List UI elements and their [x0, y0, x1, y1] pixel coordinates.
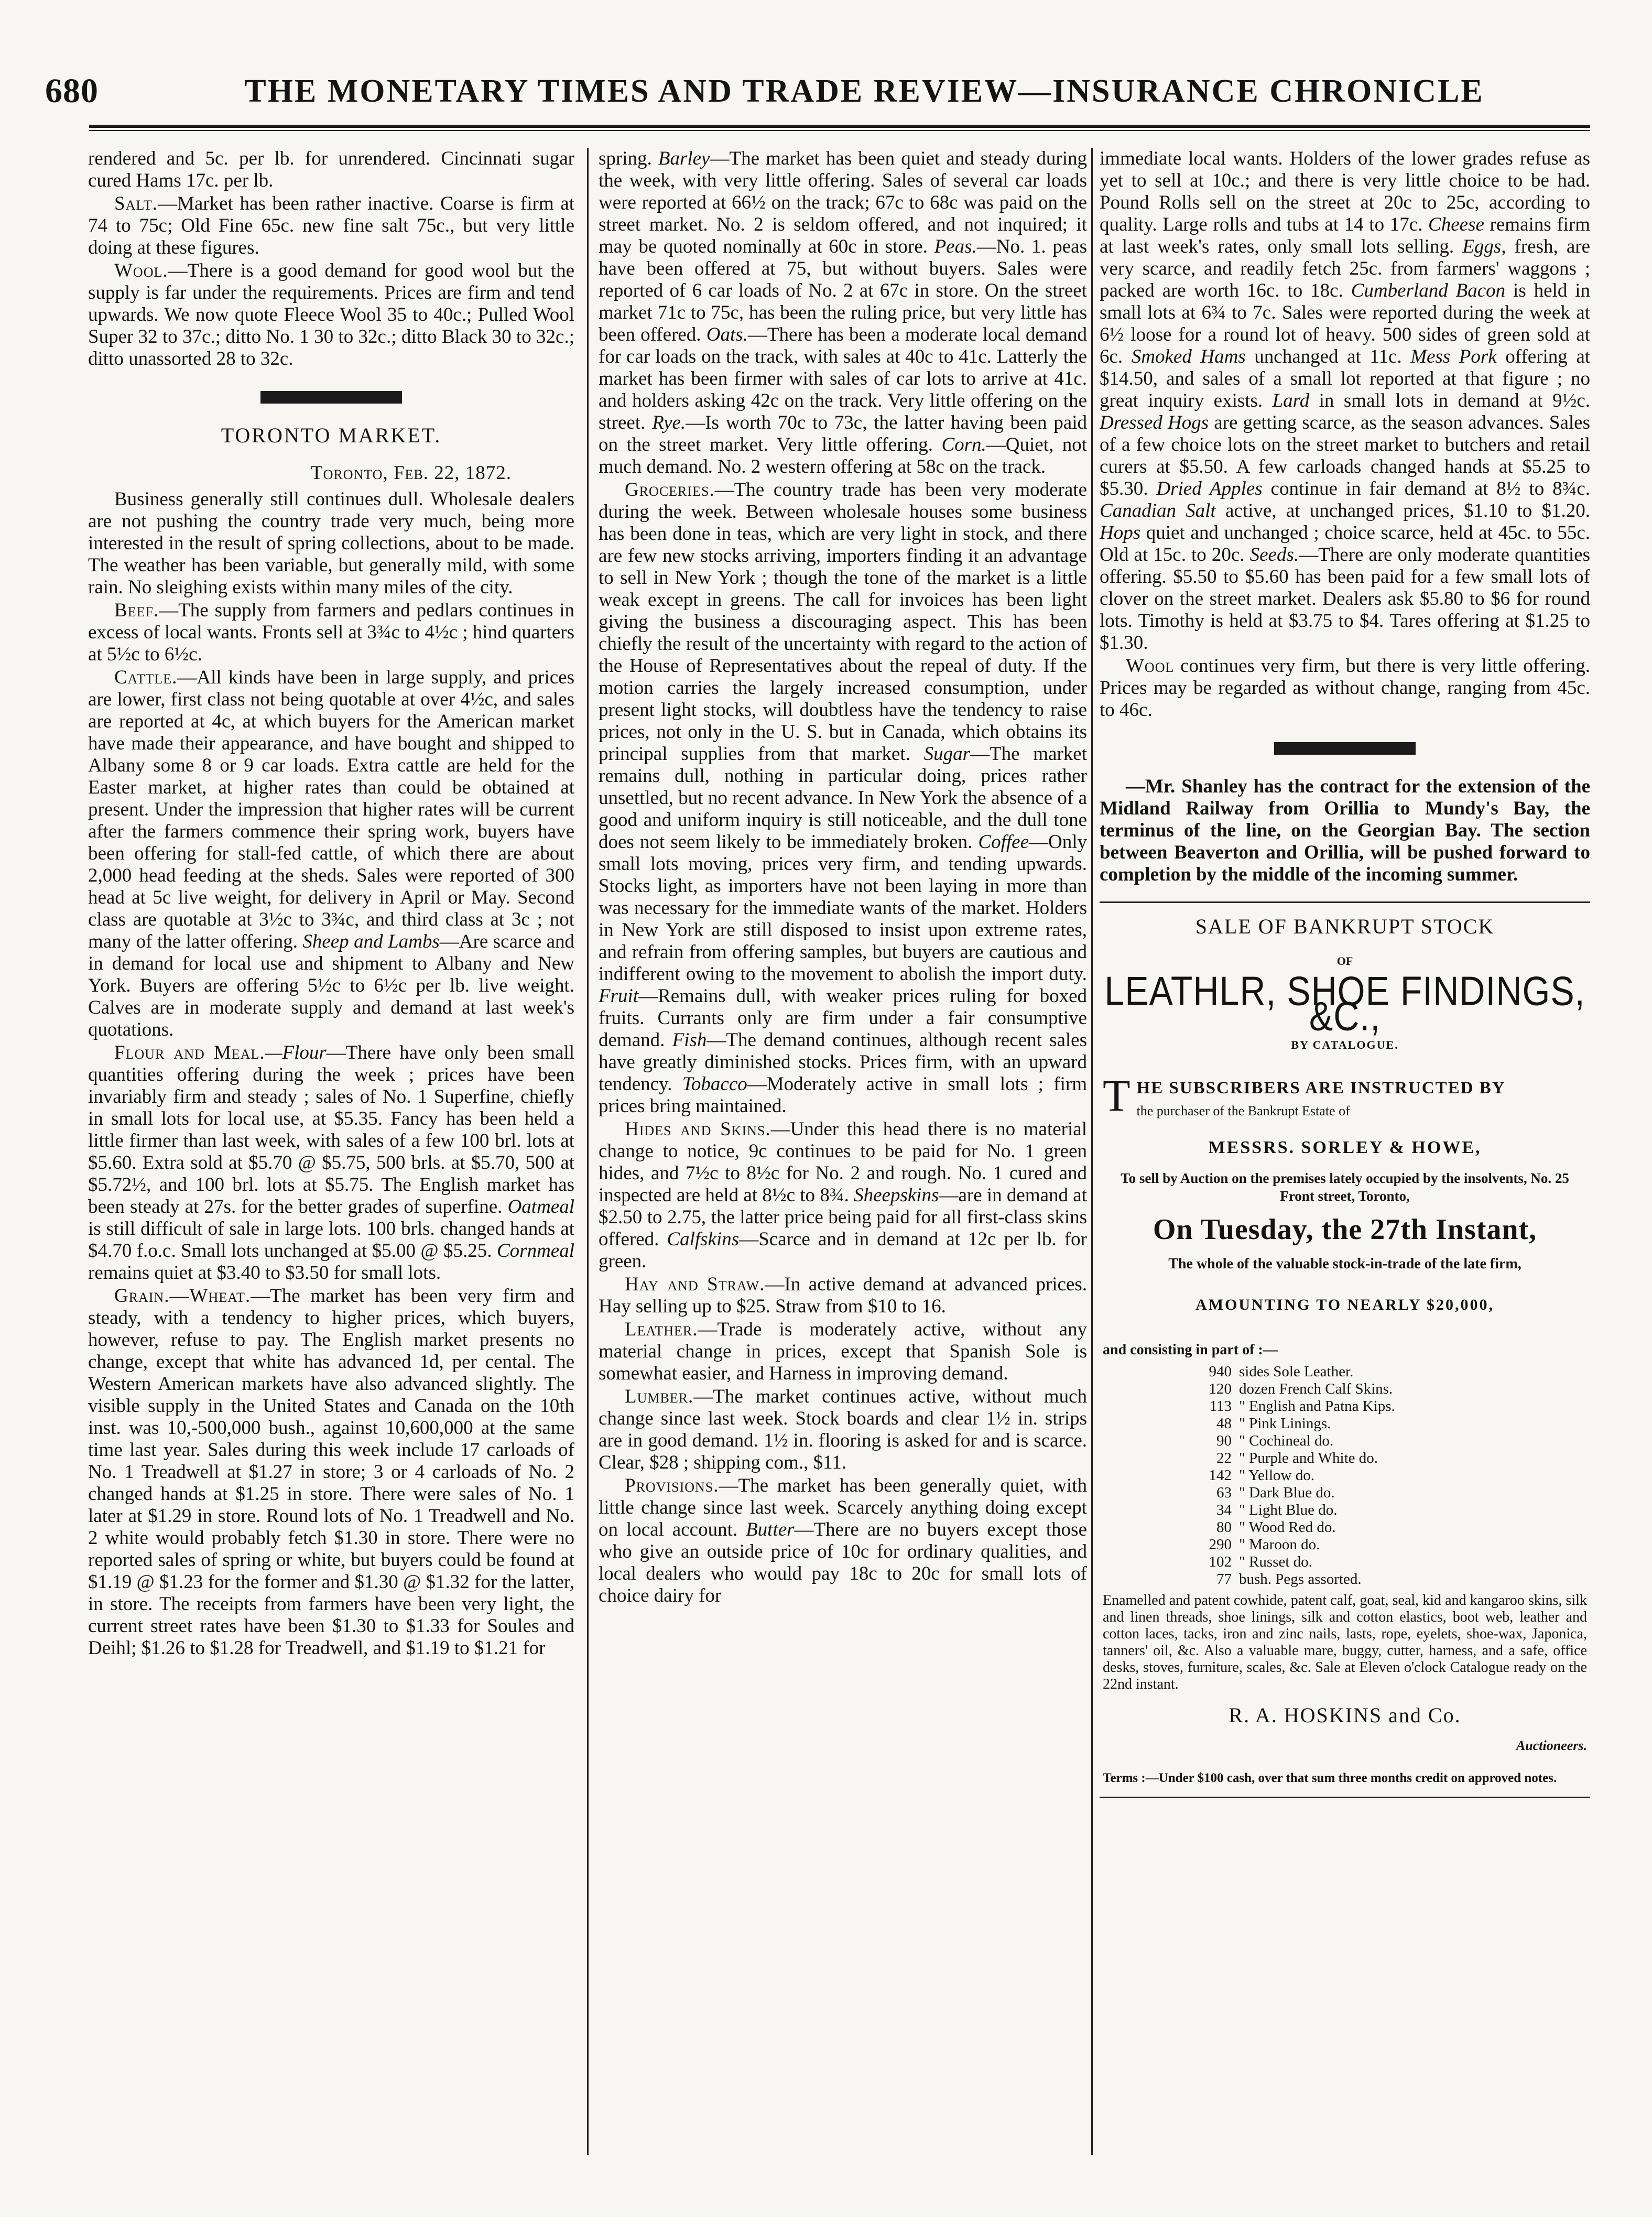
leather-heading: Leather.	[625, 1319, 698, 1340]
ad-item-description: " Yellow do.	[1239, 1467, 1314, 1484]
column-rule-1	[587, 148, 589, 2155]
hides-heading: Hides and Skins.	[625, 1118, 771, 1140]
provisions-text: —The market has been generally quiet, with little change since last week. Scarcely anything doing except on local account.	[599, 1475, 1087, 1540]
pork-heading: Mess Pork	[1410, 346, 1497, 367]
rye-heading: Rye.	[652, 412, 686, 433]
ad-leather-heading: LEATHLR, SHOE FINDINGS, &C.,	[1104, 968, 1585, 1039]
ad-messrs: MESSRS. SORLEY & HOWE,	[1208, 1138, 1482, 1157]
seeds-heading: Seeds.	[1249, 544, 1299, 566]
cheese-heading: Cheese	[1428, 214, 1484, 235]
ad-item-quantity: 120	[1209, 1381, 1232, 1397]
wool-heading: Wool.	[114, 260, 168, 281]
ad-list-item	[1181, 1381, 1587, 1398]
ad-item-quantity: 48	[1216, 1415, 1232, 1432]
ad-auction-details: To sell by Auction on the premises lately occupied by the insolvents, No. 25 Front street, Toronto,	[1121, 1170, 1569, 1204]
ad-list-item	[1181, 1415, 1587, 1432]
ad-list-item	[1181, 1519, 1587, 1536]
paragraph-lumber	[599, 1386, 1087, 1474]
hogs-text: are getting scarce, as the season advances. Sales of a few choice lots on the street market to butchers and retail curers at $5.50. A few carloads changed hands at $5.25 to $5.30.	[1100, 412, 1590, 499]
ad-item-quantity: 90	[1216, 1432, 1232, 1449]
oatmeal-text: is still difficult of sale in large lots. 100 brls. changed hands at $4.70 f.o.c. Small lots unchanged at $5.00 @ $5.25.	[88, 1218, 574, 1262]
wool-toronto-text: continues very firm, but there is very little offering. Prices may be regarded as without change, ranging from 45c. to 46c.	[1100, 655, 1590, 721]
lumber-text: —The market continues active, without much change since last week. Stock boards and clear 1½ in. strips are in good demand. 1½ in. flooring is asked for and is scarce. Clear, $28 ; shipping com., $11.	[599, 1386, 1087, 1473]
railway-notice: —Mr. Shanley has the contract for the extension of the Midland Railway from Orillia to Mundy's Bay, the terminus of the line, on the Georgian Bay. The section between Beaverton and Orillia, will be pushed forward to completion by the middle of the incoming summer.	[1100, 776, 1590, 885]
fruit-text: —Remains dull, with weaker prices ruling for boxed fruits. Currants only are firm under a fair consumptive demand.	[599, 985, 1087, 1051]
butter-text: —There are no buyers except those who give an outside price of 10c for ordinary qualities, and local dealers who would pay 18c to 20c for small lots of choice dairy for	[599, 1519, 1087, 1606]
coffee-heading: Coffee	[978, 831, 1029, 853]
ad-item-list	[1181, 1363, 1587, 1588]
ad-subscribers	[1103, 1070, 1587, 1122]
ad-item-quantity: 22	[1216, 1450, 1232, 1466]
ad-auctioneers-label: Auctioneers.	[1516, 1738, 1587, 1753]
ad-list-item	[1181, 1571, 1587, 1588]
ad-list-item	[1181, 1467, 1587, 1484]
calfskins-heading: Calfskins	[667, 1229, 740, 1250]
eggs-heading: Eggs,	[1462, 236, 1506, 257]
wool-toronto-heading: Wool	[1126, 655, 1175, 677]
ad-item-quantity: 290	[1209, 1536, 1232, 1553]
header-rule-thin	[89, 130, 1590, 131]
paragraph-leather	[599, 1319, 1087, 1385]
ad-of: OF	[1336, 954, 1353, 968]
ad-misc-items: Enamelled and patent cowhide, patent calf, goat, seal, kid and kangaroo skins, silk and linen threads, shoe linings, silk and cotton elastics, boot web, leather and cotton laces, tacks, iron and zinc nails, lasts, rope, eyelets, shoe-wax, Japonica, tanners' oil, &c. Also a valuable mare, buggy, cutter, harness, and a safe, office desks, stoves, furniture, scales, &c. Sale at Eleven o'clock Catalogue ready on the 22nd instant.	[1103, 1592, 1587, 1692]
page-number: 680	[45, 72, 99, 110]
corn-text: —Quiet, not much demand. No. 2 western offering at 58c on the track.	[599, 434, 1087, 477]
cattle-heading: Cattle.	[114, 667, 178, 688]
oats-text: —There has been a moderate local demand for car loads on the track, with sales at 40c to 41c. Latterly the market has been firmer with sales of car lots to arrive at 41c. and holders asking 42c on the track. Very little offering on the street.	[599, 324, 1087, 433]
section-divider-2	[1274, 742, 1416, 755]
seeds-text: —There are only moderate quantities offering. $5.50 to $5.60 has been paid for a few small lots of clover on the street market. Dealers ask $5.80 to $6 for round lots. Timothy is held at $3.75 to $4. Tares offering at $1.25 to $1.30.	[1100, 544, 1590, 654]
paragraph-grain	[88, 1285, 574, 1659]
hops-heading: Hops	[1100, 522, 1141, 544]
paragraph-produce	[1100, 148, 1590, 654]
ad-item-description: sides Sole Leather.	[1239, 1363, 1354, 1380]
ad-item-quantity: 34	[1216, 1502, 1232, 1518]
flour-text: —There have only been small quantities offering during the week ; prices have been invariably firm and steady ; sales of No. 1 Superfine, chiefly in small lots for local use, at $5.35. Fancy has been held a little firmer than last week, with sales of a few 100 brl. lots at $5.60. Extra sold at $5.70 @ $5.75, 500 brls. at $5.70, 500 at $5.72½, and 100 brl. lots at $5.75. The English market has been steady at 27s. for the better grades of superfine.	[88, 1042, 574, 1218]
salt-text: —Market has been rather inactive. Coarse is firm at 74 to 75c; Old Fine 65c. new fine salt 75c., but very little doing at these figures.	[88, 193, 574, 258]
wool-text: —There is a good demand for good wool but the supply is far under the requirements. Prices are firm and tend upwards. We now quote Fleece Wool 35 to 40c.; Pulled Wool Super 32 to 37c.; ditto No. 1 30 to 32c.; ditto Black 30 to 32c.; ditto unassorted 28 to 32c.	[88, 260, 574, 370]
ad-item-quantity: 80	[1216, 1519, 1232, 1536]
ad-list-item	[1181, 1432, 1587, 1450]
column-2	[599, 148, 1087, 2160]
paragraph-barley	[599, 148, 1087, 478]
ad-amount: AMOUNTING TO NEARLY $20,000,	[1195, 1296, 1494, 1313]
sugar-heading: Sugar	[923, 743, 971, 765]
apples-text: continue in fair demand at 8½ to 8¾c.	[1262, 478, 1590, 499]
ad-item-description: " Dark Blue do.	[1239, 1484, 1335, 1501]
ad-item-quantity: 63	[1216, 1484, 1232, 1501]
ad-by-catalogue: BY CATALOGUE.	[1291, 1038, 1399, 1051]
ad-item-description: " Wood Red do.	[1239, 1519, 1336, 1536]
column-3	[1100, 148, 1590, 2160]
peas-heading: Peas.	[934, 236, 977, 257]
ad-item-description: " Russet do.	[1239, 1553, 1312, 1570]
paragraph-intro: rendered and 5c. per lb. for unrendered. Cincinnati sugar cured Hams 17c. per lb.	[88, 148, 574, 191]
masthead-title: THE MONETARY TIMES AND TRADE REVIEW—INSURANCE CHRONICLE	[244, 73, 1484, 109]
advertisement-bankrupt-sale	[1100, 901, 1590, 1798]
paragraph-wool-toronto	[1100, 655, 1590, 721]
flour-heading: Flour and Meal.	[114, 1042, 265, 1063]
apples-heading: Dried Apples	[1156, 478, 1263, 499]
peas-text: —No. 1. peas have been offered at 75, but without buyers. Sales were reported of 6 car loads of No. 2 at 67c in store. On the street market 71c to 75c, has been the ruling price, but very little has been offered.	[599, 236, 1087, 345]
paragraph-wool	[88, 260, 574, 370]
paragraph-business: Business generally still continues dull. Wholesale dealers are not pushing the country trade very much, being more interested in the result of spring collections, about to be made. The weather has been variable, but generally mild, with some rain. No sleighing exists within many miles of the city.	[88, 488, 574, 598]
ad-item-description: bush. Pegs assorted.	[1239, 1571, 1362, 1588]
lumber-heading: Lumber.	[625, 1386, 694, 1407]
flour-subheading: —Flour	[265, 1042, 327, 1063]
ad-sale-heading: SALE OF BANKRUPT STOCK	[1195, 915, 1495, 938]
page-header	[45, 69, 1589, 113]
ad-list-item	[1181, 1398, 1587, 1415]
header-rule	[89, 125, 1590, 128]
paragraph-cattle	[88, 667, 574, 1041]
hogs-heading: Dressed Hogs	[1100, 412, 1209, 433]
fish-heading: Fish	[672, 1029, 707, 1051]
pork-text: offering at $14.50, and sales of a small lot reported at that figure ; no great inquiry exists.	[1100, 346, 1590, 411]
ad-subscribers-line: HE SUBSCRIBERS ARE INSTRUCTED BY	[1136, 1079, 1506, 1097]
ad-item-description: " Purple and White do.	[1239, 1450, 1378, 1466]
tobacco-heading: Tobacco	[682, 1073, 747, 1095]
ad-terms: Terms :—Under $100 cash, over that sum three months credit on approved notes.	[1103, 1771, 1557, 1785]
cornmeal-text: remains quiet at $3.40 to $3.50 for small lots.	[88, 1262, 441, 1284]
canadian-salt-heading: Canadian Salt	[1100, 500, 1216, 521]
bacon-text: is held in small lots at 6¾ to 7c. Sales were reported during the week at 6½ loose for a round lot of heavy. 500 sides of green sold at 6c.	[1100, 280, 1590, 367]
ad-list-item	[1181, 1450, 1587, 1467]
ad-auctioneer-name: R. A. HOSKINS and Co.	[1229, 1703, 1461, 1727]
canadian-salt-text: active, at unchanged prices, $1.10 to $1.20.	[1215, 500, 1590, 521]
bacon-heading: Cumberland Bacon	[1351, 280, 1506, 301]
ad-item-quantity: 77	[1216, 1571, 1232, 1588]
dateline: Toronto, Feb. 22, 1872.	[310, 462, 512, 484]
calfskins-text: —Scarce and in demand at 12c per lb. for green.	[599, 1229, 1087, 1272]
ad-whole-stock: The whole of the valuable stock-in-trade of the late firm,	[1168, 1256, 1521, 1272]
tobacco-text: —Moderately active in small lots ; firm prices bring maintained.	[599, 1073, 1087, 1117]
cheese-text: remains firm at last week's rates, only small lots selling.	[1100, 214, 1590, 257]
paragraph-hay	[599, 1274, 1087, 1318]
leather-text: —Trade is moderately active, without any material change in prices, except that Spanish Sole is somewhat easier, and Harness in improving demand.	[599, 1319, 1087, 1384]
ad-item-description: " Pink Linings.	[1239, 1415, 1331, 1432]
hay-heading: Hay and Straw.	[625, 1274, 765, 1295]
ad-list-item	[1181, 1363, 1587, 1381]
sheepskins-text: —are in demand at $2.50 to 2.75, the latter price being paid for all first-class skins offered.	[599, 1184, 1087, 1250]
salt-heading: Salt.	[114, 193, 158, 214]
ad-item-description: " Light Blue do.	[1239, 1502, 1338, 1518]
sheep-heading: Sheep and Lambs	[302, 931, 440, 952]
cattle-text: —All kinds have been in large supply, and prices are lower, first class not being quotable at over 4½c, and sales are reported at 4c, at which buyers for the American market have made their appearance, and have bought and shipped to Albany some 8 or 9 car loads. Extra cattle are held for the Easter market, at higher rates than could be obtained at present. Under the impression that higher rates will be current after the farmers commence their spring work, buyers have been offering for stall-fed cattle, of which there are about 2,000 head feeding at the sheds. Sales were reported of 300 head at 5c live weight, for delivery in April or May. Second class are quotable at 3½c to 3¾c, and third class at 3c ; not many of the latter offering.	[88, 667, 574, 952]
column-1	[88, 148, 574, 2160]
cornmeal-heading: Cornmeal	[497, 1240, 574, 1262]
sheepskins-heading: Sheepskins	[854, 1184, 939, 1206]
hams-text: unchanged at 11c.	[1245, 346, 1402, 367]
groceries-text: —The country trade has been very moderate during the week. Between wholesale houses some business has been done in teas, which are very light in stock, and there are few new stocks arriving, importers finding it an advantage to sell in New York ; though the tone of the market is a little weak except in greens. The call for invoices has been light giving the business a discouraging aspect. This has been chiefly the result of the uncertainty with regard to the action of the House of Representatives about the repeal of duty. If the motion carries the largely increased consumption, under present light stocks, will doubtless have the tendency to raise prices, not only in the U. S. but in Canada, which obtains its principal supplies from that market.	[599, 479, 1087, 765]
ad-item-description: " English and Patna Kips.	[1239, 1398, 1395, 1415]
paragraph-provisions	[599, 1475, 1087, 1607]
paragraph-groceries	[599, 479, 1087, 1117]
oats-heading: Oats.	[706, 324, 748, 345]
grain-text: —The market has been very firm and steady, with a tendency to higher prices, which buyers, however, refuse to pay. The English market presents no change, except that white has advanced 1d, per cental. The Western American markets have also advanced slightly. The visible supply in the United States and Canada on the 10th inst. was 10,-500,000 bush., against 10,600,000 at the same time last year. Sales during this week include 17 carloads of No. 1 Treadwell at $1.27 in store; 3 or 4 carloads of No. 2 changed hands at $1.25 in store. There were sales of No. 1 later at $1.29 in store. Round lots of No. 1 Treadwell and No. 2 white would probably fetch $1.30 in store. There were no reported sales of spring or white, but buyers could be found at $1.19 @ $1.23 for the former and $1.30 @ $1.32 for the latter, in store. The receipts from farmers have been very light, the current street rates have been $1.30 to $1.33 for Soules and Deihl; $1.26 to $1.28 for Treadwell, and $1.19 to $1.21 for	[88, 1285, 574, 1659]
ad-item-description: " Cochineal do.	[1239, 1432, 1334, 1449]
beef-text: —The supply from farmers and pedlars continues in excess of local wants. Fronts sell at 3¾c to 4½c ; hind quarters at 5½c to 6½c.	[88, 600, 574, 665]
ad-item-quantity: 940	[1209, 1363, 1232, 1380]
section-divider	[260, 391, 402, 404]
fish-text: —The demand continues, although recent sales have greatly diminished stocks. Prices firm, with an upward tendency.	[599, 1029, 1087, 1095]
ad-item-description: " Maroon do.	[1239, 1536, 1320, 1553]
provisions-heading: Provisions.	[625, 1475, 719, 1496]
hops-text: quiet and unchanged ; choice scarce, held at 45c. to 55c. Old at 15c. to 20c.	[1100, 522, 1590, 566]
ad-list-item	[1181, 1553, 1587, 1571]
ad-item-quantity: 102	[1209, 1553, 1232, 1570]
paragraph-hides	[599, 1118, 1087, 1273]
ad-list-item	[1181, 1484, 1587, 1502]
ad-subscribers-line-2: the purchaser of the Bankrupt Estate of	[1136, 1103, 1350, 1118]
sheep-text: —Are scarce and in demand for local use and shipment to Albany and New York. Buyers are offering 5½c to 6½c per lb. live weight. Calves are in moderate supply and demand at last week's quotations.	[88, 931, 574, 1040]
eggs-text: fresh, are very scarce, and readily fetch 25c. from farmers' waggons ; packed are worth 16c. to 18c.	[1100, 236, 1590, 301]
barley-text: —The market has been quiet and steady during the week, with very little offering. Sales of several car loads were reported at 66½ on the track; 67c to 68c was paid on the street market. No. 2 is seldom offered, and not inquired; it may be quoted nominally at 60c in store.	[599, 148, 1087, 257]
ad-item-quantity: 142	[1209, 1467, 1232, 1484]
ad-list-item	[1181, 1502, 1587, 1519]
produce-text: immediate local wants. Holders of the lower grades refuse as yet to sell at 10c.; and there is very little choice to be had. Pound Rolls sell on the street at 20c to 25c, according to quality. Large rolls and tubs at 14 to 17c.	[1100, 148, 1590, 235]
beef-heading: Beef.	[114, 600, 159, 621]
ad-item-quantity: 113	[1209, 1398, 1232, 1415]
hams-heading: Smoked Hams	[1131, 346, 1246, 367]
sugar-text: —The market remains dull, nothing in particular doing, prices rather unsettled, but no recent advance. In New York the absence of a good and uniform inquiry is still noticeable, and the dull tone does not seem likely to be immediately broken.	[599, 743, 1087, 853]
ad-list-item	[1181, 1536, 1587, 1553]
corn-heading: Corn.	[941, 434, 986, 455]
barley-heading: Barley	[658, 148, 710, 169]
paragraph-salt	[88, 193, 574, 259]
lard-text: in small lots in demand at 9½c.	[1309, 390, 1590, 411]
fruit-heading: Fruit	[599, 985, 639, 1007]
coffee-text: —Only small lots moving, prices very firm, and tending upwards. Stocks light, as importers have not been laying in more than was necessary for the immediate wants of the market. Holders in New York are still disposed to insist upon extreme rates, and refrain from offering samples, but buyers are cautious and indifferent owing to the movement to abolish the import duty.	[599, 831, 1087, 985]
rye-text: —Is worth 70c to 73c, the latter having been paid on the street market. Very little offering.	[599, 412, 1087, 455]
oatmeal-heading: Oatmeal	[507, 1196, 574, 1218]
hides-text: —Under this head there is no material change to notice, 9c continues to be paid for No. 1 green hides, and 7½c to 8½c for No. 2 and rough. No. 1 cured and inspected are held at 8½c to 8¾.	[599, 1118, 1087, 1206]
butter-heading: Butter	[746, 1519, 795, 1540]
ad-consisting: and consisting in part of :—	[1103, 1342, 1278, 1358]
paragraph-flour	[88, 1042, 574, 1284]
section-title: TORONTO MARKET.	[221, 423, 442, 447]
ad-item-description: dozen French Calf Skins.	[1239, 1381, 1393, 1397]
lard-heading: Lard	[1272, 390, 1310, 411]
hay-text: —In active demand at advanced prices. Hay selling up to $25. Straw from $10 to 16.	[599, 1274, 1087, 1317]
spring-text: spring.	[599, 148, 652, 169]
drop-cap: T	[1103, 1070, 1132, 1121]
groceries-heading: Groceries.	[625, 479, 715, 501]
ad-date: On Tuesday, the 27th Instant,	[1153, 1213, 1537, 1246]
paragraph-beef	[88, 600, 574, 666]
column-rule-2	[1091, 148, 1093, 2155]
grain-heading: Grain.—Wheat.	[114, 1285, 251, 1307]
